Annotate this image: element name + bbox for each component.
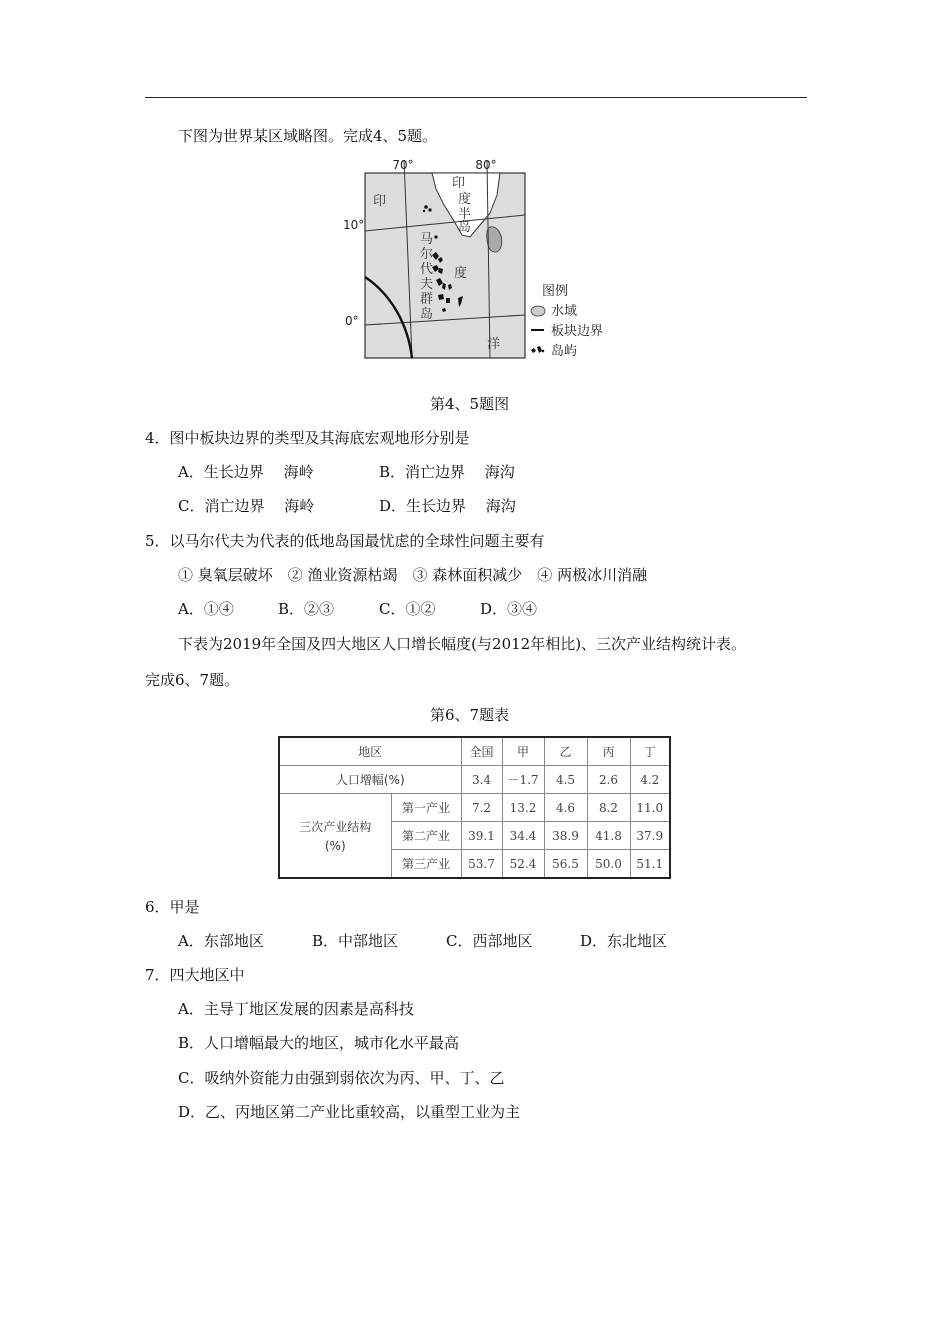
table-cell: 34.4 bbox=[502, 822, 544, 850]
table-cell: 2.6 bbox=[587, 766, 630, 794]
header-rule bbox=[145, 97, 807, 98]
table-cell: 13.2 bbox=[502, 794, 544, 822]
svg-text:半: 半 bbox=[458, 207, 472, 222]
row-label: 人口增幅(%) bbox=[279, 766, 461, 794]
q5-option-a[interactable]: A．①④ bbox=[178, 600, 234, 618]
q6-option-a[interactable]: A．东部地区 bbox=[178, 932, 264, 950]
table-cell: 56.5 bbox=[544, 850, 587, 879]
legend-boundary: 板块边界 bbox=[551, 324, 604, 339]
table-cell: 3.4 bbox=[461, 766, 502, 794]
svg-text:印: 印 bbox=[452, 176, 466, 191]
q4-option-d[interactable]: D．生长边界 海沟 bbox=[379, 497, 516, 515]
svg-text:岛: 岛 bbox=[458, 220, 472, 235]
statistics-table bbox=[278, 736, 671, 879]
q7-stem: 7．四大地区中 bbox=[145, 966, 245, 984]
q6-option-d[interactable]: D．东北地区 bbox=[580, 932, 668, 950]
lon-80: 80° bbox=[475, 158, 497, 172]
table-cell: 8.2 bbox=[587, 794, 630, 822]
q4-option-a[interactable]: A．生长边界 海岭 bbox=[178, 463, 314, 481]
q7-option-a[interactable]: A．主导丁地区发展的因素是高科技 bbox=[178, 1000, 414, 1018]
table-cell: 51.1 bbox=[630, 850, 670, 879]
q4-option-b[interactable]: B．消亡边界 海沟 bbox=[379, 463, 515, 481]
table-cell: 4.2 bbox=[630, 766, 670, 794]
map-intro: 下图为世界某区域略图。完成4、5题。 bbox=[178, 127, 438, 145]
table-caption: 第6、7题表 bbox=[430, 706, 510, 724]
row-label: 第二产业 bbox=[391, 822, 461, 850]
table-intro-line2: 完成6、7题。 bbox=[145, 671, 240, 689]
q4-stem: 4．图中板块边界的类型及其海底宏观地形分别是 bbox=[145, 429, 470, 447]
struct-label: 三次产业结构 (%) bbox=[279, 794, 391, 879]
legend-title: 图例 bbox=[542, 284, 569, 299]
svg-text:夫: 夫 bbox=[420, 277, 434, 292]
row-label: 第一产业 bbox=[391, 794, 461, 822]
q6-option-b[interactable]: B．中部地区 bbox=[312, 932, 399, 950]
q7-option-b[interactable]: B．人口增幅最大的地区，城市化水平最高 bbox=[178, 1034, 460, 1052]
header-col: 全国 bbox=[461, 737, 502, 766]
header-col: 丙 bbox=[587, 737, 630, 766]
q6-stem: 6．甲是 bbox=[145, 898, 200, 916]
label-du: 度 bbox=[454, 266, 468, 281]
table-cell: 4.5 bbox=[544, 766, 587, 794]
region-map bbox=[340, 155, 610, 365]
table-intro-line1: 下表为2019年全国及四大地区人口增长幅度(与2012年相比)、三次产业结构统计表。 bbox=[178, 635, 747, 653]
map-caption: 第4、5题图 bbox=[430, 395, 510, 413]
q5-stem: 5．以马尔代夫为代表的低地岛国最忧虑的全球性问题主要有 bbox=[145, 532, 545, 550]
q7-option-c[interactable]: C．吸纳外资能力由强到弱依次为丙、甲、丁、乙 bbox=[178, 1069, 505, 1087]
table-cell: 11.0 bbox=[630, 794, 670, 822]
svg-text:度: 度 bbox=[458, 192, 472, 207]
legend-island: 岛屿 bbox=[551, 344, 578, 359]
table-cell: －1.7 bbox=[502, 766, 544, 794]
lat-10: 10° bbox=[343, 218, 365, 232]
header-col: 丁 bbox=[630, 737, 670, 766]
table-header-row bbox=[279, 737, 670, 766]
svg-text:群: 群 bbox=[420, 292, 434, 307]
svg-text:尔: 尔 bbox=[420, 247, 434, 262]
label-yin: 印 bbox=[373, 194, 387, 209]
lon-70: 70° bbox=[392, 158, 414, 172]
table-cell: 37.9 bbox=[630, 822, 670, 850]
table-cell: 50.0 bbox=[587, 850, 630, 879]
table-cell: 4.6 bbox=[544, 794, 587, 822]
lat-0: 0° bbox=[345, 314, 359, 328]
header-col: 乙 bbox=[544, 737, 587, 766]
table-row-primary bbox=[279, 794, 670, 822]
table-cell: 7.2 bbox=[461, 794, 502, 822]
q5-option-d[interactable]: D．③④ bbox=[480, 600, 538, 618]
q6-option-c[interactable]: C．西部地区 bbox=[446, 932, 533, 950]
label-maldives bbox=[420, 232, 433, 322]
table-cell: 39.1 bbox=[461, 822, 502, 850]
header-col: 甲 bbox=[502, 737, 544, 766]
table-cell: 38.9 bbox=[544, 822, 587, 850]
header-region: 地区 bbox=[279, 737, 461, 766]
table-row-population bbox=[279, 766, 670, 794]
svg-text:岛: 岛 bbox=[420, 307, 434, 322]
row-label: 第三产业 bbox=[391, 850, 461, 879]
table-cell: 52.4 bbox=[502, 850, 544, 879]
svg-text:马: 马 bbox=[420, 232, 434, 247]
label-yang: 洋 bbox=[487, 337, 501, 352]
svg-text:代: 代 bbox=[420, 262, 434, 277]
table-cell: 41.8 bbox=[587, 822, 630, 850]
q5-option-b[interactable]: B．②③ bbox=[278, 600, 335, 618]
q7-option-d[interactable]: D．乙、丙地区第二产业比重较高，以重型工业为主 bbox=[178, 1103, 521, 1121]
legend-island-swatch bbox=[531, 346, 544, 353]
legend-water-swatch bbox=[531, 306, 545, 316]
q4-option-c[interactable]: C．消亡边界 海岭 bbox=[178, 497, 315, 515]
q5-option-c[interactable]: C．①② bbox=[379, 600, 436, 618]
table-cell: 53.7 bbox=[461, 850, 502, 879]
q5-items: ① 臭氧层破坏 ② 渔业资源枯竭 ③ 森林面积减少 ④ 两极冰川消融 bbox=[178, 566, 648, 584]
legend-water: 水域 bbox=[551, 304, 578, 319]
